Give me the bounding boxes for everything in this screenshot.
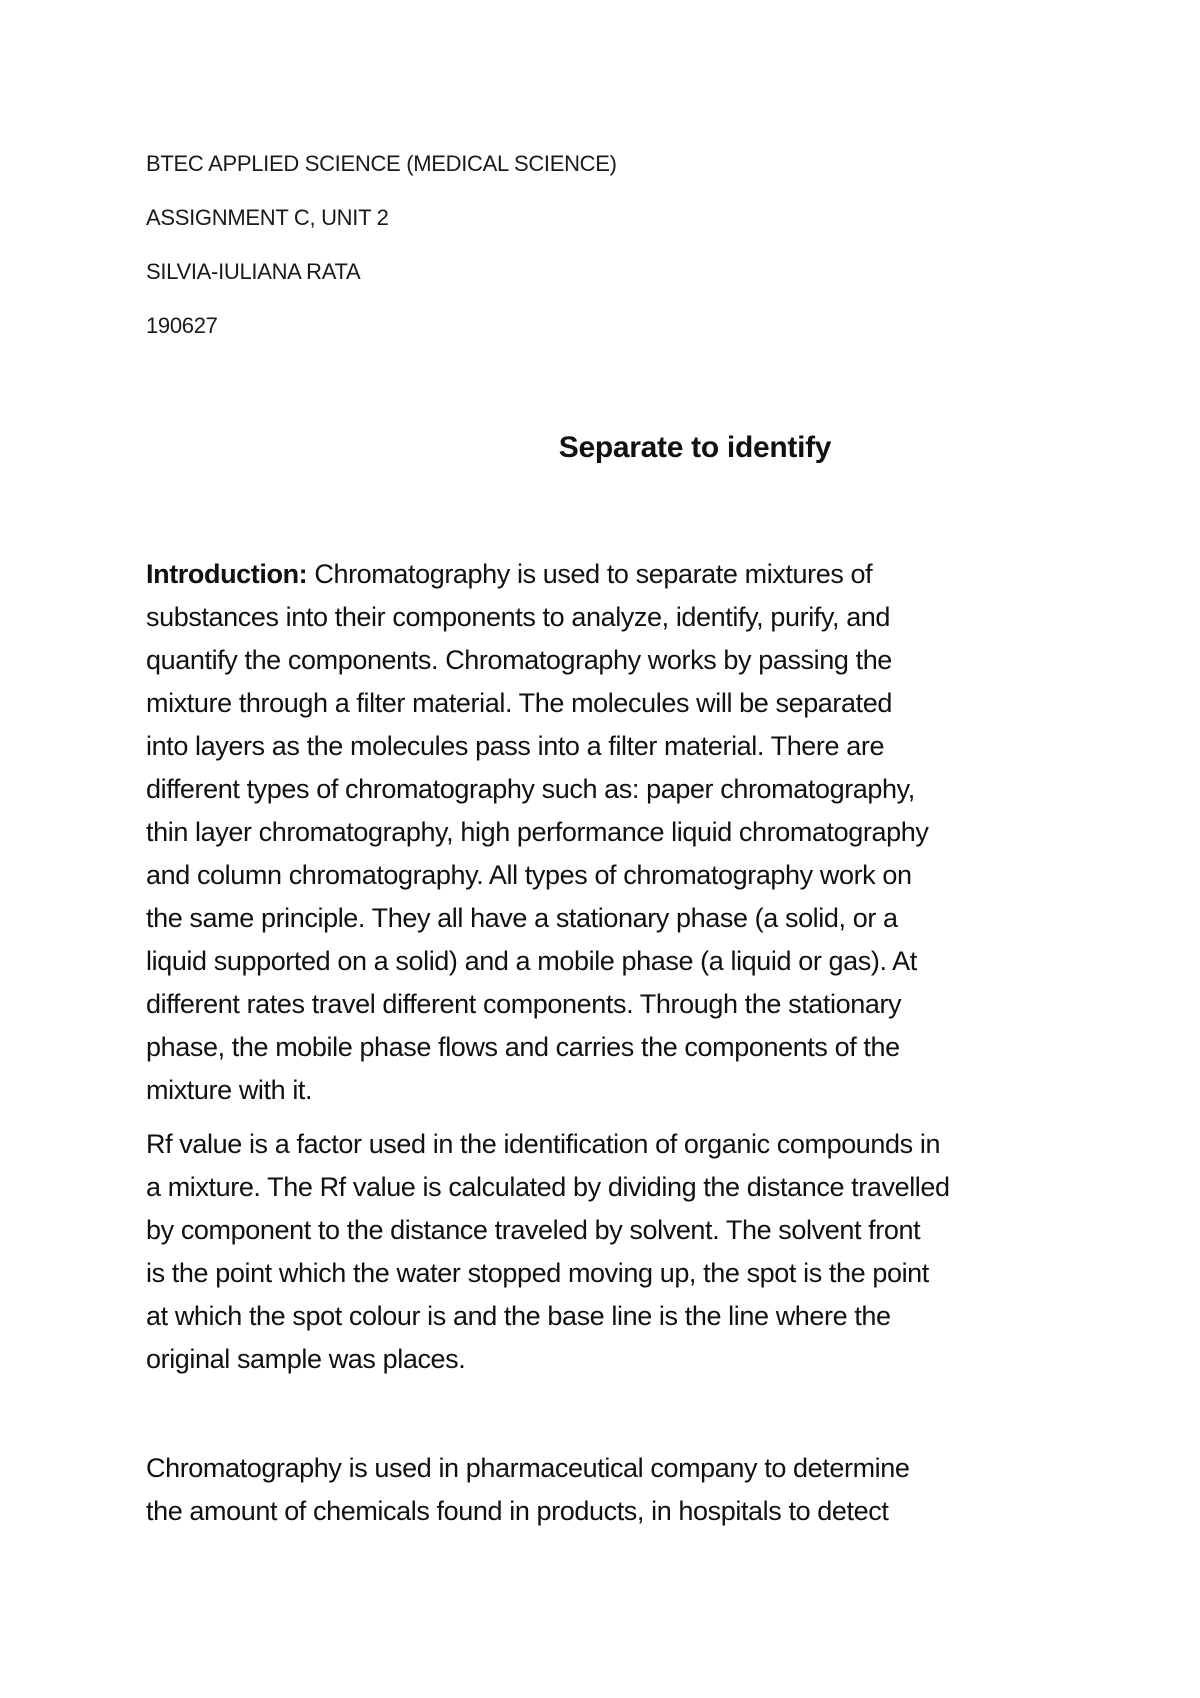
intro-line: and column chromatography. All types of chromatography work on [146,860,912,890]
intro-line: thin layer chromatography, high performance liquid chromatography [146,817,929,847]
rf-line: by component to the distance traveled by solvent. The solvent front [146,1215,921,1245]
intro-line: quantify the components. Chromatography works by passing the [146,645,892,675]
intro-line: phase, the mobile phase flows and carries the components of the [146,1032,900,1062]
rf-line: a mixture. The Rf value is calculated by dividing the distance travelled [146,1172,950,1202]
document-header [146,150,946,366]
page-title: Separate to identify [558,431,832,464]
intro-label: Introduction: [146,559,308,589]
student-id: 190627 [146,313,218,338]
author-name: SILVIA-IULIANA RATA [146,259,361,284]
intro-line: Introduction: Chromatography is used to separate mixtures of [146,559,873,589]
rf-value-paragraph [146,1123,1076,1381]
intro-line: substances into their components to analyze, identify, purify, and [146,602,891,632]
uses-paragraph [146,1447,1076,1533]
intro-paragraph [146,553,1076,1112]
intro-line: mixture with it. [146,1075,313,1105]
assignment-label: ASSIGNMENT C, UNIT 2 [146,205,389,230]
intro-line: the same principle. They all have a stationary phase (a solid, or a [146,903,898,933]
uses-line: the amount of chemicals found in products, in hospitals to detect [146,1496,889,1526]
rf-line: is the point which the water stopped moving up, the spot is the point [146,1258,929,1288]
intro-line: liquid supported on a solid) and a mobile phase (a liquid or gas). At [146,946,917,976]
rf-line: at which the spot colour is and the base line is the line where the [146,1301,891,1331]
intro-line: different rates travel different components. Through the stationary [146,989,902,1019]
intro-line: into layers as the molecules pass into a filter material. There are [146,731,885,761]
rf-line: original sample was places. [146,1344,466,1374]
intro-line: different types of chromatography such as: paper chromatography, [146,774,915,804]
uses-line: Chromatography is used in pharmaceutical company to determine [146,1453,910,1483]
intro-line: mixture through a filter material. The molecules will be separated [146,688,892,718]
course-title: BTEC APPLIED SCIENCE (MEDICAL SCIENCE) [146,151,617,176]
document-body [146,553,1076,1544]
rf-line: Rf value is a factor used in the identification of organic compounds in [146,1129,941,1159]
